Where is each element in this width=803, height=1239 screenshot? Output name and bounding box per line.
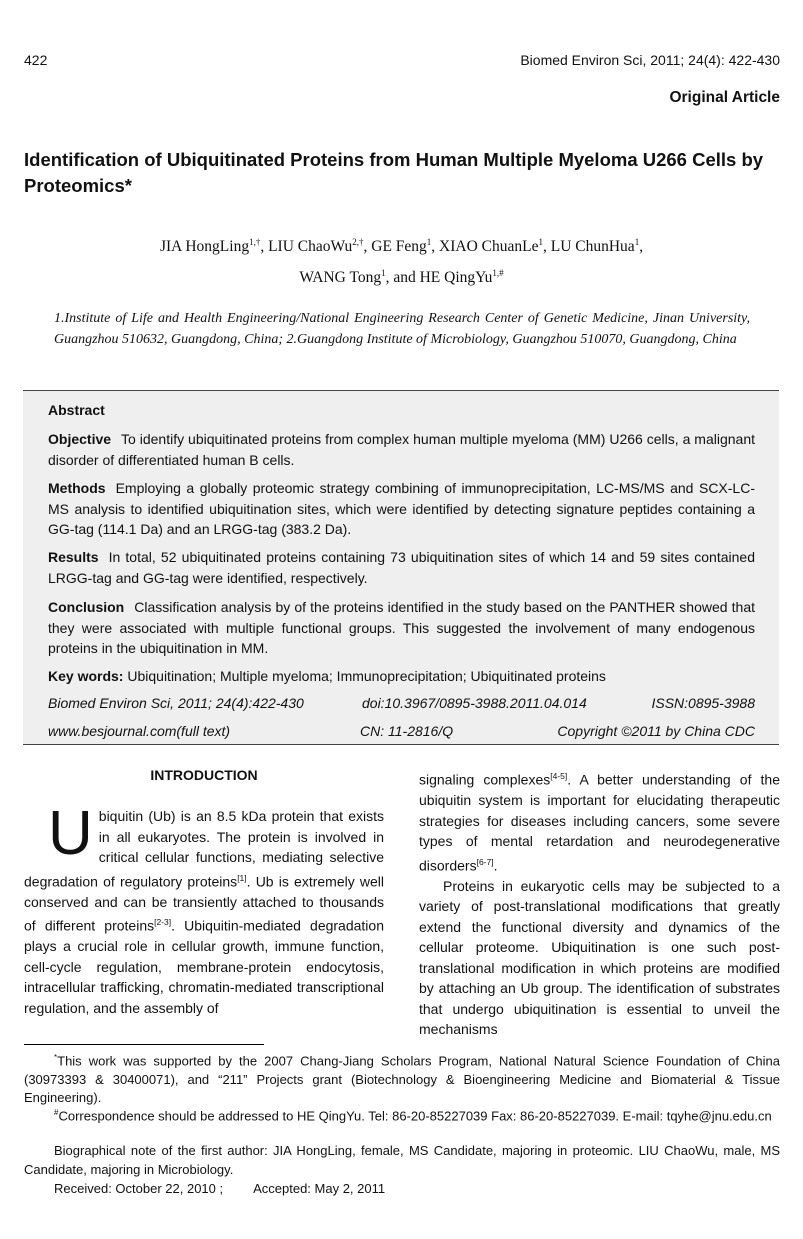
body-text: .	[493, 857, 498, 874]
author-list: JIA HongLing$^{1,\dagger}$, LIU ChaoWu$^{2,\dagger}$, GE Feng$^1$, XIAO ChuanLe$^1$, LU ChunHua$^1$, WANG Tong$^1$, and HE QingYu$^{1,\#}$	[159, 237, 644, 287]
body-text: . A better understanding of the ubiquitin system is important for elucidating therapeutic strategies for diseases including cancers, some severe types of mental retardation and neurodegenerative disorders	[419, 771, 780, 874]
author-affiliation-mark: 1	[538, 237, 543, 247]
footnote-biography: Biographical note of the first author: JIA HongLing, female, MS Candidate, majoring in proteomic. LIU ChaoWu, male, MS Candidate, majoring in Microbiology.	[24, 1143, 780, 1177]
doi: doi:10.3967/0895-3988.2011.04.014	[362, 695, 587, 711]
objective-text: To identify ubiquitinated proteins from complex human multiple myeloma (MM) U266 cells, a malignant disorder of differentiated human B cells.	[48, 431, 755, 468]
author-affiliation-mark: 1,#	[492, 268, 504, 279]
author: JIA HongLing	[159, 238, 250, 256]
author: WANG Tong	[299, 269, 382, 287]
methods-text: Employing a globally proteomic strategy combining of immunoprecipitation, LC-MS/MS and SCX-LC-MS analysis to identified ubiquitination sites, which were identified by detecting signature peptides containing a GG-tag (114.1 Da) and an LRGG-tag (383.2 Da).	[48, 480, 755, 537]
issn: ISSN:0895-3988	[651, 695, 755, 711]
citation-ref: [4-5]	[550, 771, 568, 781]
page-number: 422	[24, 52, 48, 68]
abstract-keywords	[48, 666, 755, 687]
conclusion-label: Conclusion	[48, 599, 125, 615]
abstract-box	[23, 390, 779, 745]
section-heading: INTRODUCTION	[150, 767, 258, 783]
footnote-funding: *This work was supported by the 2007 Chang-Jiang Scholars Program, National Natural Science Foundation of China (30973393 & 30400071), and “211” Projects grant (Biotechnology & Bioengineering Medicine and Biomaterial & Tissue Engineering).	[24, 1053, 780, 1106]
abstract-conclusion	[48, 597, 755, 659]
keywords-text: Ubiquitination; Multiple myeloma; Immunoprecipitation; Ubiquitinated proteins	[127, 668, 606, 684]
abstract-results	[48, 547, 755, 588]
objective-label: Objective	[48, 431, 112, 447]
body-paragraph: Proteins in eukaryotic cells may be subjected to a variety of post-translational modifications that greatly extend the functional diversity and dynamics of the cellular proteome. Ubiquitination is one such post-translational modification in which proteins are modified by attaching an Ub group. The identification of substrates that undergo ubiquitination is essential to unveil the mechanisms	[419, 877, 780, 1038]
affiliations: 1.Institute of Life and Health Engineering/National Engineering Research Center of Genetic Medicine, Jinan University, Guangzhou 510632, Guangdong, China; 2.Guangdong Institute of Microbiology, Guangzhou 510070, Guangdong, China	[54, 311, 750, 347]
author: LU ChunHua	[550, 238, 635, 256]
body-text: biquitin (Ub) is an 8.5 kDa protein that exists in all eukaryotes. The protein is involved in critical cellular functions, mediating selective degradation of regulatory proteins	[24, 808, 384, 890]
citation-ref: [2-3]	[154, 917, 172, 928]
accepted-date: Accepted: May 2, 2011	[253, 1181, 386, 1196]
footnote-dates	[24, 1180, 780, 1199]
website: www.besjournal.com(full text)	[48, 723, 231, 739]
footnote-divider	[24, 1044, 264, 1045]
conclusion-text: Classification analysis by of the proteins identified in the study based on the PANTHER showed that they were associated with multiple functional groups. This suggested the involvement of many endogenous proteins in the ubiquitination in MM.	[48, 599, 755, 656]
methods-label: Methods	[48, 480, 106, 496]
received-date: Received: October 22, 2010 ;	[54, 1181, 224, 1196]
citation-ref: [6-7]	[476, 856, 494, 867]
author-affiliation-mark: 1	[634, 237, 640, 247]
abstract-methods	[48, 478, 755, 540]
keywords-label: Key words:	[48, 668, 124, 684]
author: LIU ChaoWu	[268, 238, 353, 256]
citation: Biomed Environ Sci, 2011; 24(4):422-430	[48, 695, 304, 711]
copyright: Copyright ©2011 by China CDC	[557, 723, 755, 739]
author-affiliation-mark: 1,†	[249, 237, 261, 247]
body-text: . Ubiquitin-mediated degradation plays a crucial role in cellular growth, immune function, cell-cycle regulation, membrane-protein endocytosis, intracellular trafficking, chromatin-mediated transcriptional regulation, and the assembly of	[24, 917, 384, 1016]
article-type: Original Article	[669, 89, 780, 106]
body-text: signaling complexes	[419, 771, 551, 788]
abstract-objective	[48, 429, 755, 470]
paper-title: Identification of Ubiquitinated Proteins from Human Multiple Myeloma U266 Cells by Proteomics*	[24, 149, 764, 196]
results-label: Results	[48, 549, 99, 565]
author-affiliation-mark: 1	[426, 237, 432, 247]
citation-ref: [1]	[237, 872, 247, 883]
results-text: In total, 52 ubiquitinated proteins containing 73 ubiquitination sites of which 14 and 59 sites contained LRGG-tag and GG-tag were identified, respectively.	[48, 549, 755, 586]
abstract-heading: Abstract	[48, 402, 105, 418]
author-affiliation-mark: 2,†	[352, 237, 364, 247]
body-column-right	[419, 766, 780, 1040]
drop-cap: U	[48, 799, 93, 868]
body-column-left	[24, 799, 384, 1018]
author-affiliation-mark: 1	[381, 268, 386, 279]
journal-reference: Biomed Environ Sci, 2011; 24(4): 422-430	[520, 52, 780, 68]
author: XIAO ChuanLe	[439, 238, 539, 256]
footnote-correspondence: #Correspondence should be addressed to HE QingYu. Tel: 86-20-85227039 Fax: 86-20-85227039. E-mail: tqyhe@jnu.edu.cn	[54, 1108, 772, 1124]
cn-number: CN: 11-2816/Q	[360, 723, 454, 739]
author: GE Feng	[371, 238, 427, 256]
body-text: . Ub is extremely well conserved and can be transiently attached to thousands of different proteins	[24, 873, 384, 934]
author: HE QingYu	[419, 269, 493, 287]
